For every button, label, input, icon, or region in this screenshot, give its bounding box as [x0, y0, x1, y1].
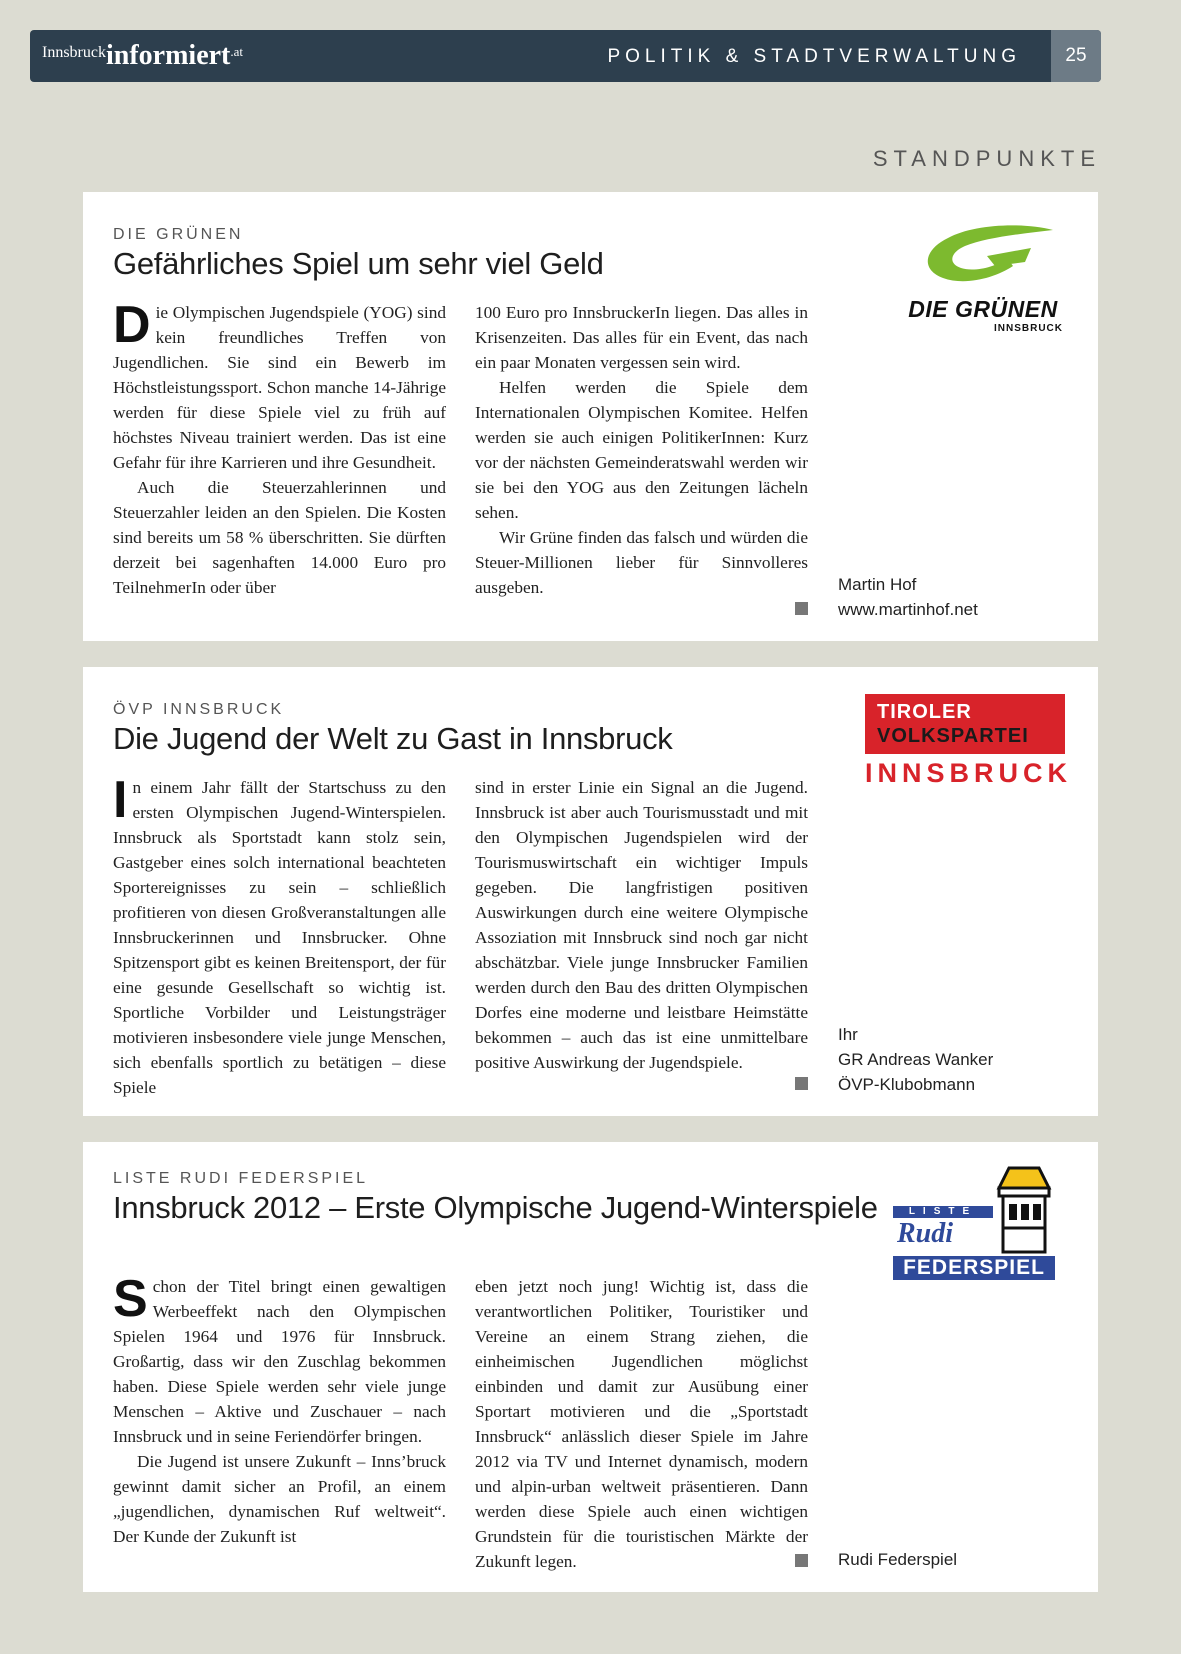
signature-role: ÖVP-Klubobmann	[838, 1075, 976, 1094]
paragraph: sind in erster Linie ein Signal an die Jugend. Innsbruck ist aber auch Tourismusstadt und mit den Olympischen Jugendspielen wird der Tourismuswirtschaft ein wichtiger Impuls gegeben. Die langfristigen positiven Auswirkungen durch eine weitere Olympische Assoziation mit Innsbruck sind noch gar nicht abschätzbar. Viele junge Innsbrucker Familien werden durch den Bau des dritten Olympischen Dorfes eine moderne und leistbare Heimstätte bekommen – auch das ist eine unmittelbare positive Auswirkung der Jugendspiele.	[475, 778, 808, 1072]
section-label: STANDPUNKTE	[872, 146, 1101, 171]
federspiel-logo	[893, 1166, 1073, 1286]
article-column-1	[113, 296, 446, 600]
oevp-logo-line2: VOLKSPARTEI	[877, 725, 1029, 747]
signature-name: GR Andreas Wanker	[838, 1050, 994, 1069]
signature-name: Martin Hof	[838, 575, 917, 594]
party-label: DIE GRÜNEN	[113, 226, 244, 243]
paragraph: chon der Titel bringt einen gewaltigen Werbeeffekt nach den Olympischen Spielen 1964 und 1976 für Innsbruck. Großartig, dass wir den Zuschlag bekommen haben. Diese Spiele werden sehr viele junge Menschen – Aktive und Zuschauer – nach Innsbruck und in seine Feriendörfer bringen.	[113, 1277, 446, 1446]
article-headline: Die Jugend der Welt zu Gast in Innsbruck	[113, 721, 673, 756]
article-headline: Gefährliches Spiel um sehr viel Geld	[113, 246, 604, 281]
article-federspiel	[83, 1142, 1098, 1592]
federspiel-logo-name: FEDERSPIEL	[893, 1256, 1055, 1280]
gruene-swoosh-icon	[903, 218, 1063, 298]
article-oevp	[83, 667, 1098, 1116]
article-headline: Innsbruck 2012 – Erste Olympische Jugend-Winterspiele	[113, 1190, 878, 1225]
party-label: LISTE RUDI FEDERSPIEL	[113, 1170, 369, 1187]
brand-main: informiert	[105, 40, 231, 71]
end-mark-icon	[795, 1554, 808, 1567]
oevp-logo-city: INNSBRUCK	[865, 758, 1072, 788]
drop-cap: S	[113, 1270, 148, 1328]
signature-name: Rudi Federspiel	[838, 1550, 958, 1569]
article-column-2	[475, 1274, 808, 1574]
header-bar	[30, 30, 1101, 82]
end-mark-icon	[795, 602, 808, 615]
brand-prefix: Innsbruck	[42, 44, 106, 61]
paragraph: Die Jugend ist unsere Zukunft – Inns’bruck gewinnt damit sicher an Profil, an einem „jugendlichen, dynamischen Ruf weltweit“. Der Kunde der Zukunft ist	[113, 1452, 446, 1546]
paragraph: Helfen werden die Spiele dem Internationalen Olympischen Komitee. Helfen werden sie auch einigen PolitikerInnen: Kurz vor der nächsten Gemeinderatswahl werden wir sie bei den YOG aus den Zeitungen lächeln sehen.	[475, 378, 808, 522]
drop-cap: I	[113, 771, 128, 829]
oevp-logo-line1: TIROLER	[877, 701, 972, 723]
brand-logo[interactable]	[42, 40, 243, 72]
federspiel-logo-script: Rudi	[897, 1218, 954, 1249]
article-gruene	[83, 192, 1098, 641]
page-number: 25	[1051, 30, 1101, 82]
paragraph: Wir Grüne finden das falsch und würden die Steuer-Millionen lieber für Sinnvolleres ausgeben.	[475, 528, 808, 597]
paragraph: 100 Euro pro InnsbruckerIn liegen. Das alles in Krisenzeiten. Das alles für ein Event, das nach ein paar Monaten vergessen sein wird.	[475, 303, 808, 372]
section-title: POLITIK & STADTVERWALTUNG	[607, 46, 1021, 67]
party-label: ÖVP INNSBRUCK	[113, 701, 285, 718]
paragraph: n einem Jahr fällt der Startschuss zu den ersten Olympischen Jugend-Winterspielen. Innsbruck als Sportstadt kann stolz sein, Gastgeber eines solch international beachteten Sportereignisses zu sein – schließlich profitieren von diesen Großveranstaltungen alle Innsbruckerinnen und Innsbrucker. Ohne Spitzensport gibt es keinen Breitensport, der für eine gesunde Gesellschaft so wichtig ist. Sportliche Vorbilder und Leistungsträger motivieren insbesondere viele junge Menschen, sich ebenfalls sportlich zu betätigen – diese Spiele	[113, 778, 446, 1097]
article-column-1	[113, 771, 446, 1100]
oevp-logo-box	[865, 694, 1065, 754]
signature	[838, 1547, 957, 1572]
brand-suffix: .at	[230, 44, 244, 59]
paragraph: eben jetzt noch jung! Wichtig ist, dass die verantwortlichen Politiker, Touristiker und Vereine an einem Strang ziehen, die einheimischen Jugendlichen möglichst einbinden und damit zur Ausübung einer Sportart motivieren und die „Sportstadt Innsbruck“ anlässlich dieser Spiele im Jahre 2012 via TV und Internet dynamisch, modern und alpin-urban weltweit präsentieren. Dann werden diese Spiele auch einen wichtigen Grundstein für die touristischen Märkte der Zukunft legen.	[475, 1277, 808, 1571]
article-column-2	[475, 300, 808, 600]
federspiel-logo-top: LISTE	[893, 1206, 993, 1218]
signature	[838, 1022, 993, 1097]
end-mark-icon	[795, 1077, 808, 1090]
paragraph: Auch die Steuerzahlerinnen und Steuerzahler leiden an den Spielen. Die Kosten sind bereits um 58 % überschritten. Sie dürften derzeit bei sagenhaften 14.000 Euro pro TeilnehmerIn oder über	[113, 478, 446, 597]
paragraph: ie Olympischen Jugendspiele (YOG) sind kein freundliches Treffen von Jugendlichen. Sie sind ein Bewerb im Höchstleistungssport. Schon manche 14-Jährige werden für diese Spiele viel zu früh auf höchstes Niveau trainiert werden. Das ist eine Gefahr für ihre Karrieren und ihre Gesundheit.	[113, 303, 446, 472]
gruene-logo-title: DIE GRÜNEN	[908, 296, 1058, 322]
drop-cap: D	[113, 296, 151, 354]
tower-icon	[989, 1166, 1059, 1256]
signature-website[interactable]: www.martinhof.net	[838, 600, 978, 619]
article-column-2	[475, 775, 808, 1075]
gruene-logo-subtitle: INNSBRUCK	[994, 323, 1063, 334]
oevp-logo	[865, 694, 1072, 789]
signature-greeting: Ihr	[838, 1025, 858, 1044]
article-column-1	[113, 1270, 446, 1549]
signature	[838, 572, 978, 622]
gruene-logo	[903, 218, 1063, 338]
